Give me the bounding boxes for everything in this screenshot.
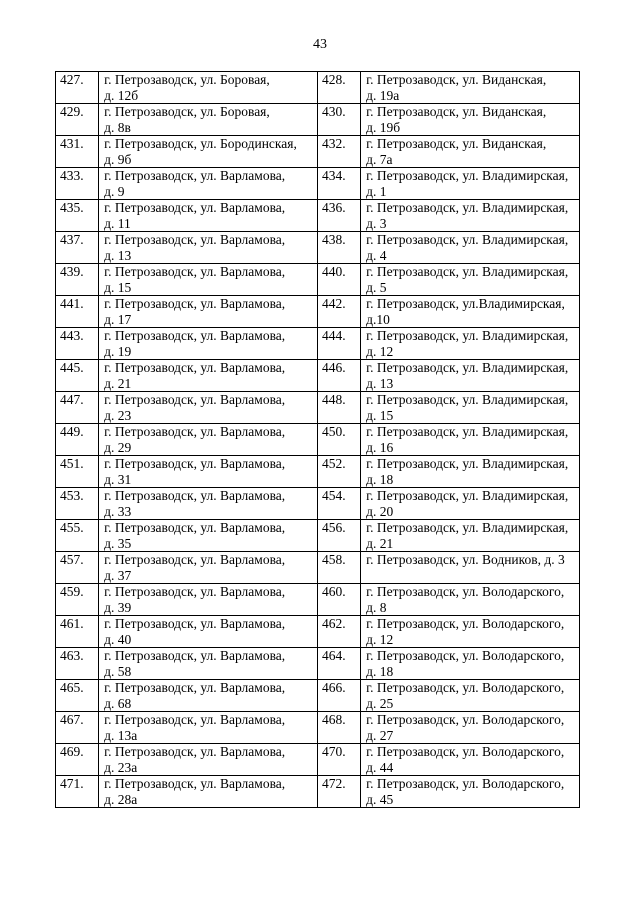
- address-street: г. Петрозаводск, ул. Владимирская,: [366, 264, 569, 279]
- address-street: г. Петрозаводск, ул. Боровая,: [104, 72, 270, 87]
- address-house: д. 45: [366, 791, 394, 807]
- address-house: д. 17: [104, 311, 132, 327]
- table-row: [56, 104, 580, 136]
- address-house: д. 29: [104, 439, 132, 455]
- address-house: д. 3: [366, 215, 387, 231]
- address-house: д. 8: [366, 599, 387, 615]
- table-row: [56, 72, 580, 104]
- entry-address: [99, 424, 318, 456]
- table-row: [56, 424, 580, 456]
- entry-number: 431.: [56, 136, 99, 168]
- entry-number: 464.: [317, 648, 360, 680]
- entry-address: [99, 744, 318, 776]
- entry-number: 429.: [56, 104, 99, 136]
- table-row: [56, 776, 580, 808]
- address-house: д. 27: [366, 727, 394, 743]
- table-row: [56, 680, 580, 712]
- entry-number: 452.: [317, 456, 360, 488]
- entry-number: 428.: [317, 72, 360, 104]
- address-street: г. Петрозаводск, ул. Владимирская,: [366, 168, 569, 183]
- address-house: д. 19: [104, 343, 132, 359]
- table-row: [56, 584, 580, 616]
- address-street: г. Петрозаводск, ул. Володарского,: [366, 776, 565, 791]
- entry-number: 462.: [317, 616, 360, 648]
- entry-address: [361, 296, 580, 328]
- entry-address: [99, 776, 318, 808]
- entry-address: [99, 392, 318, 424]
- entry-address: [361, 424, 580, 456]
- address-street: г. Петрозаводск, ул. Владимирская,: [366, 488, 569, 503]
- address-street: г. Петрозаводск, ул. Володарского,: [366, 680, 565, 695]
- address-house: д. 28а: [104, 791, 138, 807]
- address-house: д. 44: [366, 759, 394, 775]
- address-house: д. 8в: [104, 119, 131, 135]
- entry-number: 454.: [317, 488, 360, 520]
- entry-number: 456.: [317, 520, 360, 552]
- entry-address: [361, 712, 580, 744]
- address-street: г. Петрозаводск, ул. Варламова,: [104, 424, 286, 439]
- table-row: [56, 616, 580, 648]
- address-table: [55, 71, 580, 808]
- entry-address: [361, 328, 580, 360]
- entry-address: [361, 552, 580, 584]
- entry-address: [361, 744, 580, 776]
- table-row: [56, 232, 580, 264]
- table-row: [56, 168, 580, 200]
- address-house: д. 18: [366, 663, 394, 679]
- address-street: г. Петрозаводск, ул. Варламова,: [104, 232, 286, 247]
- address-house: д. 11: [104, 215, 131, 231]
- entry-number: 442.: [317, 296, 360, 328]
- address-street: г. Петрозаводск, ул.Владимирская,: [366, 296, 565, 311]
- entry-number: 463.: [56, 648, 99, 680]
- address-table-body: [56, 72, 580, 808]
- entry-address: [99, 584, 318, 616]
- entry-number: 440.: [317, 264, 360, 296]
- table-row: [56, 520, 580, 552]
- address-house: д. 13а: [104, 727, 138, 743]
- entry-number: 472.: [317, 776, 360, 808]
- entry-number: 468.: [317, 712, 360, 744]
- entry-address: [361, 616, 580, 648]
- address-street: г. Петрозаводск, ул. Варламова,: [104, 584, 286, 599]
- entry-number: 437.: [56, 232, 99, 264]
- address-house: д. 12: [366, 631, 394, 647]
- address-house: д. 31: [104, 471, 132, 487]
- address-house: д. 58: [104, 663, 132, 679]
- entry-number: 446.: [317, 360, 360, 392]
- entry-address: [99, 264, 318, 296]
- entry-address: [361, 392, 580, 424]
- entry-number: 459.: [56, 584, 99, 616]
- table-row: [56, 328, 580, 360]
- address-house: д. 5: [366, 279, 387, 295]
- entry-address: [361, 584, 580, 616]
- address-street: г. Петрозаводск, ул. Водников, д. 3: [366, 552, 565, 567]
- address-street: г. Петрозаводск, ул. Виданская,: [366, 104, 547, 119]
- address-street: г. Петрозаводск, ул. Варламова,: [104, 552, 286, 567]
- entry-address: [99, 552, 318, 584]
- entry-address: [361, 72, 580, 104]
- address-house: д. 9: [104, 183, 125, 199]
- address-street: г. Петрозаводск, ул. Варламова,: [104, 360, 286, 375]
- entry-number: 450.: [317, 424, 360, 456]
- entry-number: 465.: [56, 680, 99, 712]
- table-row: [56, 712, 580, 744]
- entry-number: 457.: [56, 552, 99, 584]
- entry-address: [99, 520, 318, 552]
- entry-number: 441.: [56, 296, 99, 328]
- address-house: д. 12б: [104, 87, 139, 103]
- entry-address: [99, 648, 318, 680]
- entry-number: 443.: [56, 328, 99, 360]
- entry-address: [361, 488, 580, 520]
- entry-number: 444.: [317, 328, 360, 360]
- address-house: д. 39: [104, 599, 132, 615]
- address-street: г. Петрозаводск, ул. Володарского,: [366, 616, 565, 631]
- address-street: г. Петрозаводск, ул. Володарского,: [366, 584, 565, 599]
- address-house: д. 19б: [366, 119, 401, 135]
- table-row: [56, 552, 580, 584]
- entry-number: 449.: [56, 424, 99, 456]
- entry-address: [99, 104, 318, 136]
- address-street: г. Петрозаводск, ул. Владимирская,: [366, 328, 569, 343]
- table-row: [56, 264, 580, 296]
- address-house: д. 40: [104, 631, 132, 647]
- address-house: д. 16: [366, 439, 394, 455]
- entry-number: 445.: [56, 360, 99, 392]
- address-street: г. Петрозаводск, ул. Варламова,: [104, 264, 286, 279]
- address-house: д. 1: [366, 183, 387, 199]
- entry-address: [361, 680, 580, 712]
- entry-address: [361, 104, 580, 136]
- address-house: д. 37: [104, 567, 132, 583]
- entry-number: 467.: [56, 712, 99, 744]
- entry-address: [99, 488, 318, 520]
- table-row: [56, 360, 580, 392]
- table-row: [56, 456, 580, 488]
- entry-address: [361, 456, 580, 488]
- address-house: д. 13: [104, 247, 132, 263]
- entry-number: 455.: [56, 520, 99, 552]
- entry-number: 430.: [317, 104, 360, 136]
- table-row: [56, 648, 580, 680]
- entry-address: [361, 264, 580, 296]
- address-street: г. Петрозаводск, ул. Варламова,: [104, 328, 286, 343]
- table-row: [56, 200, 580, 232]
- address-street: г. Петрозаводск, ул. Виданская,: [366, 136, 547, 151]
- address-street: г. Петрозаводск, ул. Варламова,: [104, 648, 286, 663]
- address-house: д. 68: [104, 695, 132, 711]
- address-street: г. Петрозаводск, ул. Боровая,: [104, 104, 270, 119]
- address-street: г. Петрозаводск, ул. Варламова,: [104, 488, 286, 503]
- entry-number: 458.: [317, 552, 360, 584]
- entry-number: 432.: [317, 136, 360, 168]
- address-street: г. Петрозаводск, ул. Варламова,: [104, 168, 286, 183]
- entry-number: 447.: [56, 392, 99, 424]
- entry-address: [99, 328, 318, 360]
- entry-address: [361, 520, 580, 552]
- address-street: г. Петрозаводск, ул. Володарского,: [366, 744, 565, 759]
- address-house: д. 23: [104, 407, 132, 423]
- address-street: г. Петрозаводск, ул. Владимирская,: [366, 392, 569, 407]
- address-street: г. Петрозаводск, ул. Варламова,: [104, 296, 286, 311]
- entry-address: [99, 168, 318, 200]
- address-street: г. Петрозаводск, ул. Владимирская,: [366, 200, 569, 215]
- address-street: г. Петрозаводск, ул. Варламова,: [104, 520, 286, 535]
- address-street: г. Петрозаводск, ул. Варламова,: [104, 200, 286, 215]
- entry-number: 469.: [56, 744, 99, 776]
- address-house: д. 4: [366, 247, 387, 263]
- address-house: д. 13: [366, 375, 394, 391]
- address-house: д.10: [366, 311, 390, 327]
- address-house: д. 19а: [366, 87, 400, 103]
- address-house: д. 35: [104, 535, 132, 551]
- entry-address: [99, 616, 318, 648]
- entry-address: [99, 296, 318, 328]
- address-street: г. Петрозаводск, ул. Варламова,: [104, 680, 286, 695]
- address-street: г. Петрозаводск, ул. Владимирская,: [366, 520, 569, 535]
- entry-address: [99, 72, 318, 104]
- entry-address: [99, 456, 318, 488]
- entry-number: 438.: [317, 232, 360, 264]
- address-street: г. Петрозаводск, ул. Варламова,: [104, 744, 286, 759]
- entry-address: [99, 200, 318, 232]
- entry-number: 435.: [56, 200, 99, 232]
- entry-address: [361, 168, 580, 200]
- entry-address: [361, 200, 580, 232]
- entry-address: [361, 360, 580, 392]
- table-row: [56, 392, 580, 424]
- address-house: д. 15: [366, 407, 394, 423]
- entry-address: [361, 232, 580, 264]
- address-street: г. Петрозаводск, ул. Бородинская,: [104, 136, 297, 151]
- entry-number: 460.: [317, 584, 360, 616]
- entry-number: 470.: [317, 744, 360, 776]
- entry-address: [361, 136, 580, 168]
- address-house: д. 23а: [104, 759, 138, 775]
- entry-number: 436.: [317, 200, 360, 232]
- entry-number: 439.: [56, 264, 99, 296]
- address-street: г. Петрозаводск, ул. Владимирская,: [366, 232, 569, 247]
- address-house: д. 21: [366, 535, 394, 551]
- address-house: д. 9б: [104, 151, 132, 167]
- entry-number: 466.: [317, 680, 360, 712]
- address-street: г. Петрозаводск, ул. Варламова,: [104, 712, 286, 727]
- address-street: г. Петрозаводск, ул. Варламова,: [104, 456, 286, 471]
- entry-address: [99, 232, 318, 264]
- address-street: г. Петрозаводск, ул. Володарского,: [366, 648, 565, 663]
- entry-number: 448.: [317, 392, 360, 424]
- address-street: г. Петрозаводск, ул. Варламова,: [104, 392, 286, 407]
- entry-address: [361, 648, 580, 680]
- entry-number: 471.: [56, 776, 99, 808]
- entry-address: [99, 136, 318, 168]
- address-house: д. 25: [366, 695, 394, 711]
- address-house: д. 20: [366, 503, 394, 519]
- entry-number: 427.: [56, 72, 99, 104]
- entry-address: [99, 680, 318, 712]
- table-row: [56, 136, 580, 168]
- address-street: г. Петрозаводск, ул. Варламова,: [104, 616, 286, 631]
- entry-number: 461.: [56, 616, 99, 648]
- table-row: [56, 296, 580, 328]
- table-row: [56, 744, 580, 776]
- address-house: д. 12: [366, 343, 394, 359]
- page-number: 43: [313, 37, 327, 52]
- address-house: д. 7а: [366, 151, 393, 167]
- entry-number: 451.: [56, 456, 99, 488]
- address-street: г. Петрозаводск, ул. Владимирская,: [366, 360, 569, 375]
- address-street: г. Петрозаводск, ул. Виданская,: [366, 72, 547, 87]
- address-house: д. 15: [104, 279, 132, 295]
- entry-number: 453.: [56, 488, 99, 520]
- table-row: [56, 488, 580, 520]
- address-street: г. Петрозаводск, ул. Варламова,: [104, 776, 286, 791]
- entry-address: [361, 776, 580, 808]
- entry-address: [99, 360, 318, 392]
- address-street: г. Петрозаводск, ул. Владимирская,: [366, 456, 569, 471]
- address-house: д. 33: [104, 503, 132, 519]
- address-house: д. 21: [104, 375, 132, 391]
- entry-address: [99, 712, 318, 744]
- address-street: г. Петрозаводск, ул. Владимирская,: [366, 424, 569, 439]
- address-house: д. 18: [366, 471, 394, 487]
- entry-number: 433.: [56, 168, 99, 200]
- entry-number: 434.: [317, 168, 360, 200]
- address-street: г. Петрозаводск, ул. Володарского,: [366, 712, 565, 727]
